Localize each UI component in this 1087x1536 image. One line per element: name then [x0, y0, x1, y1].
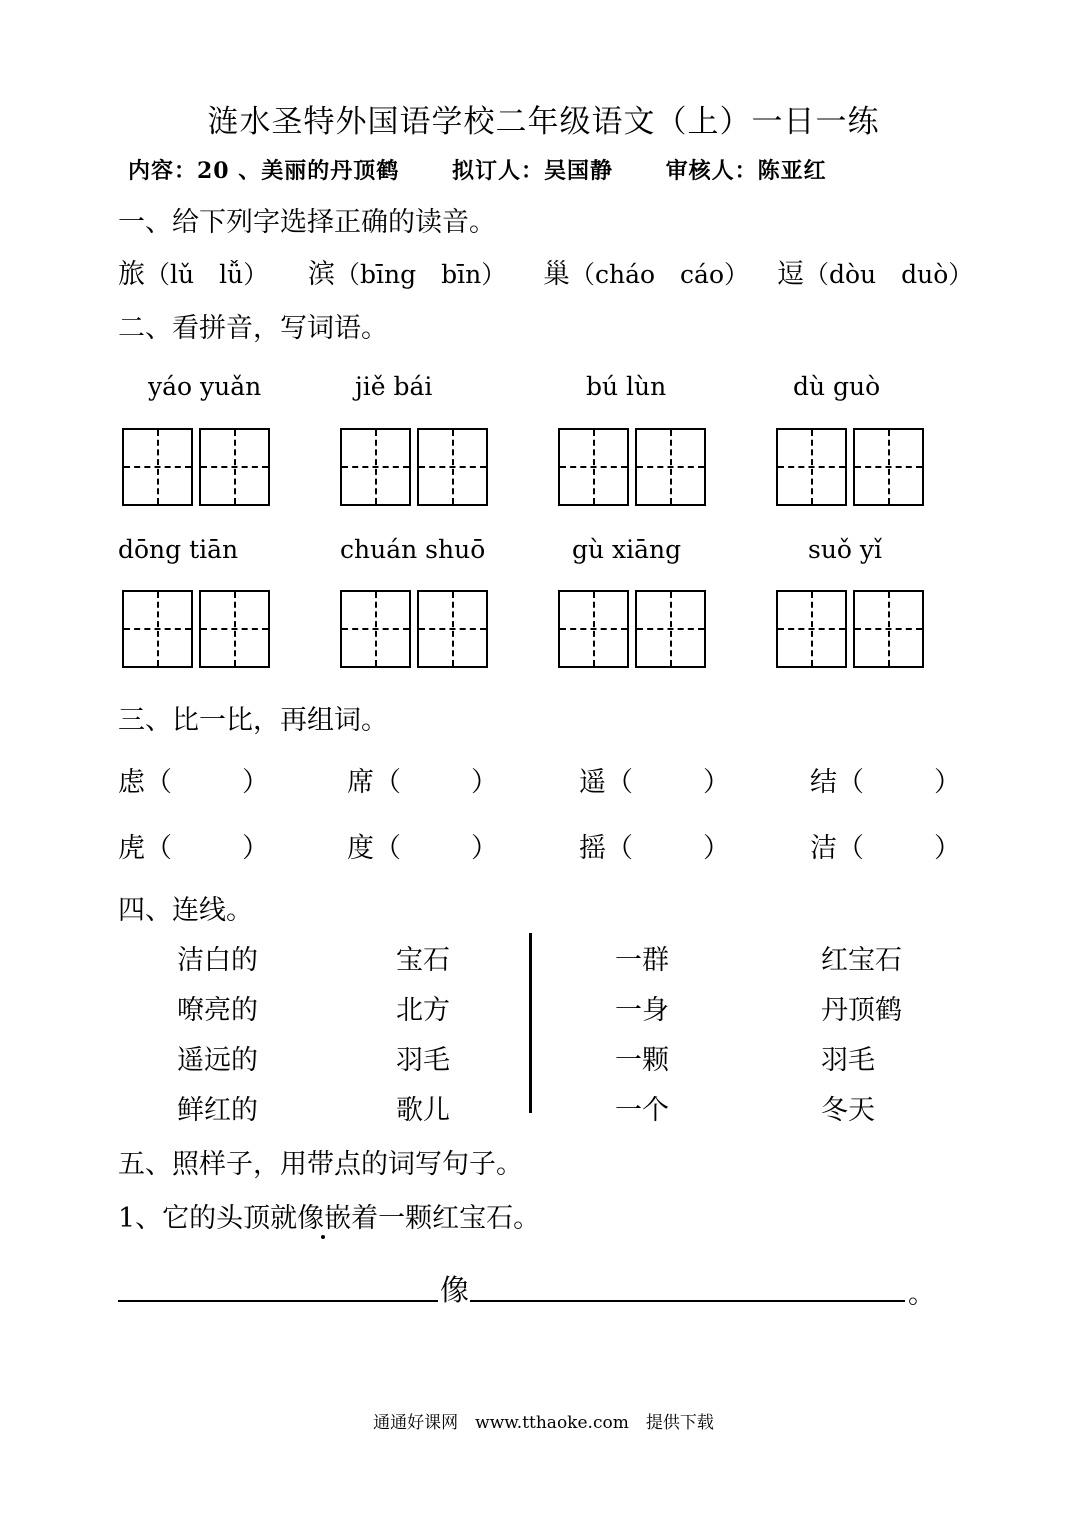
paren-open: （	[145, 833, 172, 864]
section1-heading: 一、给下列字选择正确的读音。	[118, 207, 496, 238]
char: 旅	[118, 259, 145, 290]
section1-item-1	[118, 252, 268, 291]
answer-blank[interactable]	[145, 760, 269, 799]
writing-grid-2-3[interactable]	[558, 590, 706, 668]
grid-cell[interactable]	[122, 428, 193, 506]
answer-blank[interactable]	[374, 826, 498, 865]
grid-cell[interactable]	[853, 590, 924, 668]
section1-item-4	[777, 252, 973, 291]
compare-2-1	[118, 826, 269, 865]
section3-heading: 三、比一比，再组词。	[118, 705, 388, 736]
char: 巢	[543, 259, 570, 290]
footer-text: 通通好课网 www.tthaoke.com 提供下载	[373, 1413, 714, 1433]
grid-cell[interactable]	[417, 590, 488, 668]
grid-cell[interactable]	[635, 428, 706, 506]
pinyin-2-3: gù xiāng	[572, 535, 682, 564]
options: （bīng bīn）	[335, 260, 507, 289]
answer-blank[interactable]	[145, 826, 269, 865]
emphasis-dot	[321, 1235, 325, 1239]
paren-close: ）	[471, 833, 498, 864]
compare-char: 度	[347, 833, 374, 864]
match-right-b-2[interactable]: 丹顶鹤	[821, 995, 902, 1026]
compare-1-2	[347, 760, 498, 799]
writing-grid-1-4[interactable]	[776, 428, 924, 506]
divider-line	[529, 933, 532, 1113]
meta-line	[128, 154, 827, 185]
grid-cell[interactable]	[122, 590, 193, 668]
pinyin-1-1: yáo yuǎn	[148, 372, 262, 401]
match-right-b-1[interactable]: 红宝石	[821, 945, 902, 976]
options: （dòu duò）	[804, 260, 974, 289]
paren-close: ）	[242, 833, 269, 864]
match-left-b-1[interactable]: 宝石	[396, 945, 450, 976]
grid-cell[interactable]	[199, 428, 270, 506]
compare-char: 摇	[579, 833, 606, 864]
compare-2-4	[810, 826, 961, 865]
grid-cell[interactable]	[635, 590, 706, 668]
grid-cell[interactable]	[558, 428, 629, 506]
writing-grid-1-1[interactable]	[122, 428, 270, 506]
compare-char: 洁	[810, 833, 837, 864]
grid-cell[interactable]	[776, 590, 847, 668]
paren-close: ）	[934, 767, 961, 798]
paren-open: （	[606, 833, 633, 864]
pinyin-2-4: suǒ yǐ	[808, 535, 883, 564]
grid-cell[interactable]	[199, 590, 270, 668]
match-left-a-4[interactable]: 鲜红的	[177, 1095, 258, 1126]
answer-blank[interactable]	[606, 760, 730, 799]
answer-line-1[interactable]	[118, 1300, 438, 1302]
paren-close: ）	[242, 767, 269, 798]
section1-item-3	[543, 252, 749, 291]
paren-open: （	[837, 833, 864, 864]
paren-close: ）	[934, 833, 961, 864]
compare-1-1	[118, 760, 269, 799]
options: （lǔ lǚ）	[145, 260, 269, 289]
answer-line-2[interactable]	[470, 1300, 905, 1302]
paren-open: （	[606, 767, 633, 798]
compare-char: 结	[810, 767, 837, 798]
meta-content: 内容：20 、美丽的丹顶鹤	[128, 158, 400, 184]
grid-cell[interactable]	[853, 428, 924, 506]
pinyin-1-4: dù guò	[793, 372, 881, 401]
options: （cháo cáo）	[570, 260, 750, 289]
paren-open: （	[145, 767, 172, 798]
compare-2-3	[579, 826, 730, 865]
writing-grid-1-2[interactable]	[340, 428, 488, 506]
section1-item-2	[308, 252, 506, 291]
answer-blank[interactable]	[837, 826, 961, 865]
match-right-a-1[interactable]: 一群	[615, 945, 669, 976]
section5-heading: 五、照样子，用带点的词写句子。	[118, 1149, 523, 1180]
meta-author: 拟订人：吴国静	[451, 158, 613, 184]
match-right-a-3[interactable]: 一颗	[615, 1045, 669, 1076]
answer-blank[interactable]	[837, 760, 961, 799]
paren-close: ）	[703, 833, 730, 864]
grid-cell[interactable]	[340, 590, 411, 668]
match-left-b-3[interactable]: 羽毛	[396, 1045, 450, 1076]
compare-char: 遥	[579, 767, 606, 798]
end-mark: 。	[908, 1279, 935, 1310]
page-title: 涟水圣特外国语学校二年级语文（上）一日一练	[207, 104, 880, 140]
compare-char: 虎	[118, 833, 145, 864]
pinyin-1-2: jiě bái	[355, 372, 433, 401]
char: 逗	[777, 259, 804, 290]
paren-close: ）	[703, 767, 730, 798]
compare-char: 虑	[118, 767, 145, 798]
match-right-b-4[interactable]: 冬天	[821, 1095, 875, 1126]
pinyin-1-3: bú lùn	[586, 372, 667, 401]
fill-word: 像	[440, 1273, 470, 1307]
grid-cell[interactable]	[776, 428, 847, 506]
compare-1-4	[810, 760, 961, 799]
match-left-b-2[interactable]: 北方	[396, 995, 450, 1026]
section5-example: 1、它的头顶就像嵌着一颗红宝石。	[118, 1203, 541, 1234]
paren-open: （	[837, 767, 864, 798]
writing-grid-2-1[interactable]	[122, 590, 270, 668]
pinyin-2-1: dōng tiān	[118, 535, 239, 564]
match-left-a-1[interactable]: 洁白的	[177, 945, 258, 976]
paren-open: （	[374, 833, 401, 864]
char: 滨	[308, 259, 335, 290]
compare-1-3	[579, 760, 730, 799]
match-right-a-4[interactable]: 一个	[615, 1095, 669, 1126]
answer-blank[interactable]	[374, 760, 498, 799]
grid-cell[interactable]	[340, 428, 411, 506]
section4-heading: 四、连线。	[118, 895, 253, 926]
writing-grid-2-2[interactable]	[340, 590, 488, 668]
grid-cell[interactable]	[558, 590, 629, 668]
grid-cell[interactable]	[417, 428, 488, 506]
section2-heading: 二、看拼音，写词语。	[118, 313, 388, 344]
writing-grid-2-4[interactable]	[776, 590, 924, 668]
compare-char: 席	[347, 767, 374, 798]
match-left-a-2[interactable]: 嘹亮的	[177, 995, 258, 1026]
match-left-b-4[interactable]: 歌儿	[396, 1095, 450, 1126]
writing-grid-1-3[interactable]	[558, 428, 706, 506]
pinyin-2-2: chuán shuō	[340, 535, 486, 564]
match-right-a-2[interactable]: 一身	[615, 995, 669, 1026]
match-left-a-3[interactable]: 遥远的	[177, 1045, 258, 1076]
compare-2-2	[347, 826, 498, 865]
meta-reviewer: 审核人：陈亚红	[665, 158, 827, 184]
paren-close: ）	[471, 767, 498, 798]
paren-open: （	[374, 767, 401, 798]
match-right-b-3[interactable]: 羽毛	[821, 1045, 875, 1076]
answer-blank[interactable]	[606, 826, 730, 865]
